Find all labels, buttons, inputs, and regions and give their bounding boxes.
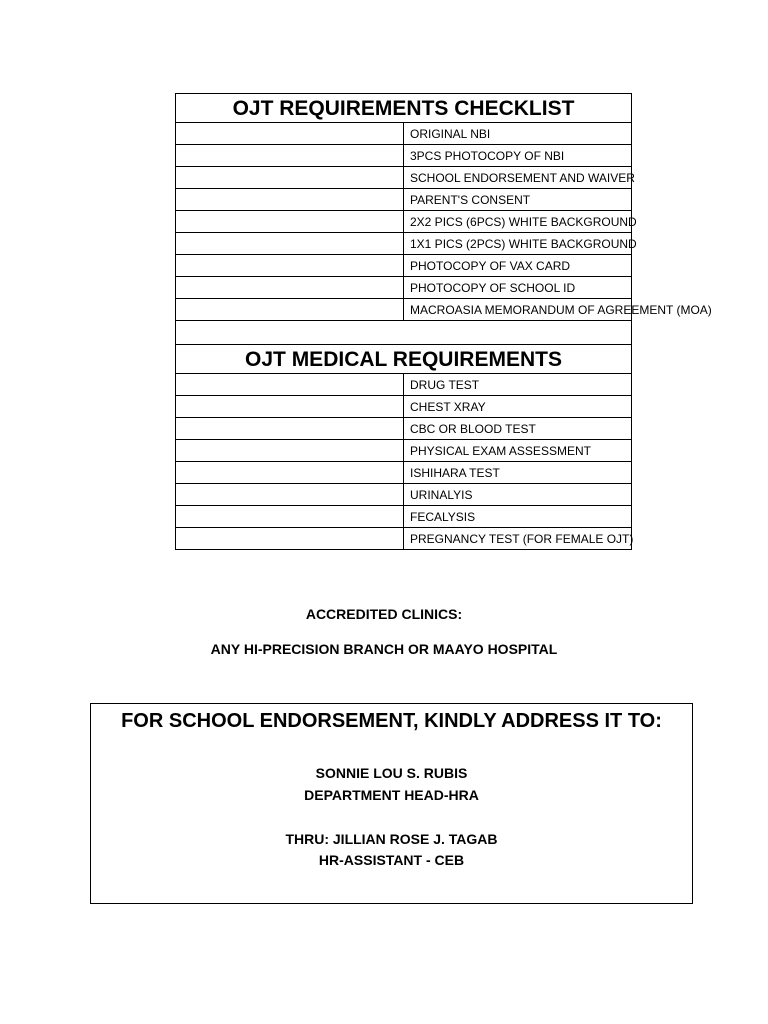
checklist-item: ORIGINAL NBI <box>404 123 632 145</box>
thru-position: HR-ASSISTANT - CEB <box>318 852 465 868</box>
checklist-row <box>176 233 632 255</box>
requirements-table <box>175 93 712 550</box>
check-box-cell[interactable] <box>176 299 404 321</box>
check-box-cell[interactable] <box>176 506 404 528</box>
medical-item: CHEST XRAY <box>404 396 632 418</box>
medical-item: PREGNANCY TEST (FOR FEMALE OJT) <box>404 528 632 550</box>
checklist-item: PHOTOCOPY OF SCHOOL ID <box>404 277 632 299</box>
medical-row <box>176 462 632 484</box>
check-box-cell[interactable] <box>176 167 404 189</box>
check-box-cell[interactable] <box>176 189 404 211</box>
medical-row <box>176 396 632 418</box>
check-box-cell[interactable] <box>176 462 404 484</box>
checklist-item: 3PCS PHOTOCOPY OF NBI <box>404 145 632 167</box>
check-box-cell[interactable] <box>176 123 404 145</box>
medical-row <box>176 440 632 462</box>
checklist-item: PARENT'S CONSENT <box>404 189 632 211</box>
check-box-cell[interactable] <box>176 233 404 255</box>
endorsement-box <box>90 703 693 904</box>
checklist-item: PHOTOCOPY OF VAX CARD <box>404 255 632 277</box>
medical-item: FECALYSIS <box>404 506 632 528</box>
checklist-row <box>176 277 632 299</box>
check-box-cell[interactable] <box>176 374 404 396</box>
checklist-row <box>176 189 632 211</box>
checklist-item: 1X1 PICS (2PCS) WHITE BACKGROUND <box>404 233 632 255</box>
check-box-cell[interactable] <box>176 211 404 233</box>
medical-title: OJT MEDICAL REQUIREMENTS <box>176 345 632 374</box>
clinics-list: ANY HI-PRECISION BRANCH OR MAAYO HOSPITAL <box>210 641 558 657</box>
check-box-cell[interactable] <box>176 396 404 418</box>
checklist-row <box>176 299 632 321</box>
addressee-name: SONNIE LOU S. RUBIS <box>315 765 468 781</box>
checklist-item: SCHOOL ENDORSEMENT AND WAIVER <box>404 167 632 189</box>
medical-item: ISHIHARA TEST <box>404 462 632 484</box>
thru-name: THRU: JILLIAN ROSE J. TAGAB <box>285 831 498 847</box>
clinics-heading: ACCREDITED CLINICS: <box>305 606 463 622</box>
check-box-cell[interactable] <box>176 528 404 550</box>
check-box-cell[interactable] <box>176 418 404 440</box>
medical-item: CBC OR BLOOD TEST <box>404 418 632 440</box>
checklist-item: MACROASIA MEMORANDUM OF AGREEMENT (MOA) <box>404 299 632 321</box>
check-box-cell[interactable] <box>176 484 404 506</box>
endorsement-title: FOR SCHOOL ENDORSEMENT, KINDLY ADDRESS IT TO: <box>121 710 662 732</box>
medical-item: URINALYIS <box>404 484 632 506</box>
check-box-cell[interactable] <box>176 277 404 299</box>
medical-item: PHYSICAL EXAM ASSESSMENT <box>404 440 632 462</box>
checklist-row <box>176 255 632 277</box>
checklist-row <box>176 145 632 167</box>
medical-item: DRUG TEST <box>404 374 632 396</box>
spacer-row <box>176 321 632 345</box>
checklist-row <box>176 123 632 145</box>
medical-row <box>176 506 632 528</box>
checklist-row <box>176 211 632 233</box>
checklist-title: OJT REQUIREMENTS CHECKLIST <box>176 94 632 123</box>
checklist-item: 2X2 PICS (6PCS) WHITE BACKGROUND <box>404 211 632 233</box>
addressee-position: DEPARTMENT HEAD-HRA <box>304 787 479 803</box>
medical-row <box>176 374 632 396</box>
check-box-cell[interactable] <box>176 145 404 167</box>
medical-row <box>176 528 632 550</box>
check-box-cell[interactable] <box>176 440 404 462</box>
medical-row <box>176 484 632 506</box>
check-box-cell[interactable] <box>176 255 404 277</box>
medical-row <box>176 418 632 440</box>
checklist-row <box>176 167 632 189</box>
